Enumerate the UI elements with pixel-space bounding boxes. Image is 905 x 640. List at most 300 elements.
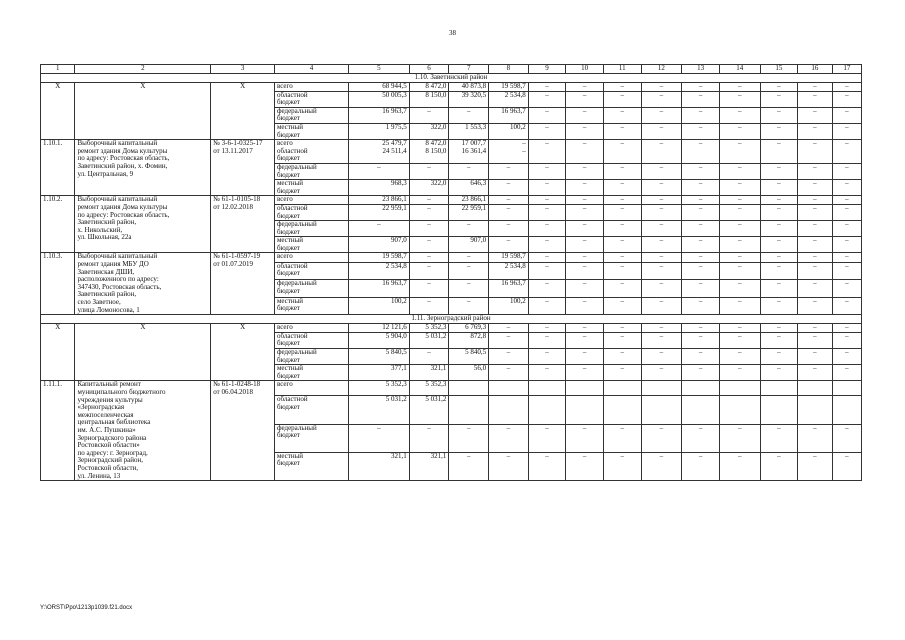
empty-year-cell: – xyxy=(528,365,566,381)
amount-value: – xyxy=(506,203,511,212)
empty-year-cell: – xyxy=(603,297,641,315)
amount-cell xyxy=(449,349,489,365)
amount-value: 2 534,8 xyxy=(504,90,526,99)
object-name-line: расположенного по адресу: xyxy=(77,275,159,284)
amount-cell xyxy=(349,253,410,262)
amount-cell xyxy=(449,332,489,348)
empty-year-cell: – xyxy=(760,349,798,365)
amount-cell xyxy=(409,396,449,424)
amount-value: 100,2 xyxy=(390,296,407,305)
amount-value: 5 352,3 xyxy=(425,323,447,332)
empty-year-cell: – xyxy=(682,204,720,220)
empty-year-cell: – xyxy=(528,196,566,205)
empty-year-cell: – xyxy=(832,83,861,92)
column-number-header: 17 xyxy=(832,65,861,74)
empty-year-cell: – xyxy=(832,237,861,253)
empty-year-cell: – xyxy=(641,140,682,164)
empty-year-cell: – xyxy=(760,91,798,107)
empty-year-cell: – xyxy=(760,107,798,123)
amount-value: – xyxy=(427,423,431,432)
amount-cell xyxy=(349,332,410,348)
amount-value: 8 150,0 xyxy=(425,90,447,99)
funding-source xyxy=(274,452,348,480)
amount-value: – xyxy=(506,162,511,171)
empty-year-cell: – xyxy=(832,123,861,139)
empty-year-cell: – xyxy=(682,452,720,480)
item-number: 1.11.1. xyxy=(41,381,75,481)
empty-year-cell: – xyxy=(798,163,832,179)
amount-cell xyxy=(489,332,529,348)
object-name xyxy=(75,83,211,140)
amount-cell xyxy=(349,297,410,315)
amount-value: 68 944,5 xyxy=(382,82,407,90)
amount-cell xyxy=(489,262,529,279)
amount-cell xyxy=(349,107,410,123)
empty-year-cell xyxy=(528,396,566,424)
amount-cell xyxy=(489,140,529,164)
funding-source-line: бюджет xyxy=(276,269,300,278)
amount-value: 5 352,3 xyxy=(385,380,407,389)
empty-year-cell: – xyxy=(641,262,682,279)
item-number: Х xyxy=(41,324,75,381)
project-document-line: № 61-1-0248-18 xyxy=(213,380,261,389)
empty-year-cell: – xyxy=(682,332,720,348)
object-name-line: Выборочный капитальный xyxy=(77,139,158,148)
empty-year-cell: – xyxy=(603,280,641,297)
empty-year-cell: – xyxy=(798,452,832,480)
object-name xyxy=(75,196,211,253)
empty-year-cell: – xyxy=(760,253,798,262)
empty-year-cell: – xyxy=(603,262,641,279)
funding-source-line: федеральный xyxy=(276,279,317,288)
funding-source-line: местный xyxy=(276,179,304,188)
amount-value: – xyxy=(377,220,381,229)
amount-cell xyxy=(449,140,489,164)
empty-year-cell: – xyxy=(566,365,604,381)
object-name-line: по адресу: Ростовская область, xyxy=(77,154,170,163)
amount-value: 16 361,4 xyxy=(461,146,487,155)
empty-year-cell: – xyxy=(603,349,641,365)
empty-year-cell: – xyxy=(641,253,682,262)
empty-year-cell: – xyxy=(603,163,641,179)
funding-source xyxy=(274,424,348,452)
funding-source-line: всего xyxy=(276,380,293,389)
funding-source-line: областной xyxy=(276,146,308,155)
empty-year-cell: – xyxy=(798,280,832,297)
amount-cell xyxy=(449,180,489,196)
empty-year-cell: – xyxy=(682,221,720,237)
empty-year-cell: – xyxy=(641,237,682,253)
funding-source-line: бюджет xyxy=(276,371,300,380)
funding-source-line: бюджет xyxy=(276,154,300,163)
empty-year-cell: – xyxy=(760,123,798,139)
empty-year-cell: – xyxy=(603,180,641,196)
column-number-header: 2 xyxy=(75,65,211,74)
amount-cell xyxy=(349,396,410,424)
project-document-line: от 01.07.2019 xyxy=(213,260,253,269)
amount-value: 5 031,2 xyxy=(425,331,447,340)
column-number-header: 1 xyxy=(41,65,75,74)
amount-value: 322,0 xyxy=(430,179,447,188)
amount-value: – xyxy=(466,296,471,305)
empty-year-cell: – xyxy=(682,349,720,365)
object-name-line: по адресу: г. Зерноград, xyxy=(77,448,148,457)
empty-year-cell: – xyxy=(566,163,604,179)
item-number: 1.10.3. xyxy=(41,253,75,315)
empty-year-cell: – xyxy=(719,91,760,107)
empty-year-cell: – xyxy=(641,365,682,381)
amount-cell xyxy=(449,396,489,424)
funding-source-line: бюджет xyxy=(276,186,300,195)
funding-source-line: областной xyxy=(276,203,308,212)
amount-cell xyxy=(409,452,449,480)
column-number-header: 13 xyxy=(682,65,720,74)
object-name xyxy=(75,140,211,196)
amount-cell xyxy=(409,253,449,262)
empty-year-cell: – xyxy=(832,140,861,164)
amount-cell xyxy=(449,204,489,220)
empty-year-cell: – xyxy=(641,107,682,123)
amount-value: – xyxy=(427,296,431,305)
column-number-header: 9 xyxy=(528,65,566,74)
amount-value: 322,0 xyxy=(430,122,447,131)
project-document-line: от 06.04.2018 xyxy=(213,387,253,396)
column-number-header: 16 xyxy=(798,65,832,74)
amount-value: 8 472,0 xyxy=(425,139,447,148)
empty-year-cell xyxy=(760,396,798,424)
amount-cell xyxy=(489,107,529,123)
amount-cell xyxy=(489,365,529,381)
file-path-footer: Y:\ORST\Ppo\1213p1039.f21.docx xyxy=(40,605,133,611)
amount-cell xyxy=(449,297,489,315)
amount-value: 16 963,7 xyxy=(501,106,526,115)
object-name-line: ремонт здания Дома культуры xyxy=(77,202,168,211)
amount-cell xyxy=(349,424,410,452)
object-name-line: Х xyxy=(140,323,146,332)
amount-cell xyxy=(489,280,529,297)
amount-value: – xyxy=(466,261,471,270)
empty-year-cell: – xyxy=(719,365,760,381)
empty-year-cell: – xyxy=(719,163,760,179)
object-name-line: центральная библиотека xyxy=(77,418,151,427)
empty-year-cell: – xyxy=(798,83,832,92)
project-document xyxy=(211,253,275,315)
amount-value: 8 150,0 xyxy=(425,146,447,155)
amount-value: 22 959,1 xyxy=(382,203,407,212)
empty-year-cell: – xyxy=(603,332,641,348)
empty-year-cell: – xyxy=(682,83,720,92)
empty-year-cell: – xyxy=(528,140,566,164)
empty-year-cell: – xyxy=(832,262,861,279)
amount-cell xyxy=(349,83,410,92)
object-name-line: муниципального бюджетного xyxy=(77,387,166,396)
amount-cell xyxy=(349,262,410,279)
empty-year-cell: – xyxy=(641,324,682,333)
amount-value: 646,3 xyxy=(470,179,487,188)
object-name-line: 347430, Ростовская область, xyxy=(77,282,162,291)
empty-year-cell xyxy=(603,381,641,396)
empty-year-cell: – xyxy=(719,237,760,253)
empty-year-cell xyxy=(719,381,760,396)
amount-cell xyxy=(349,123,410,139)
amount-value: – xyxy=(506,451,511,460)
object-name-line: учреждения культуры xyxy=(77,395,143,404)
amount-cell xyxy=(409,91,449,107)
amount-value: 12 121,6 xyxy=(382,323,407,332)
amount-value: – xyxy=(466,252,471,261)
object-name-line: «Зерноградская xyxy=(77,403,125,412)
amount-value: 321,1 xyxy=(390,451,407,460)
funding-source xyxy=(274,221,348,237)
column-number-header: 5 xyxy=(349,65,410,74)
amount-value: 24 511,4 xyxy=(382,146,407,155)
table-row xyxy=(41,253,862,262)
project-document-line: № 61-1-0597-19 xyxy=(213,252,261,261)
amount-cell xyxy=(449,253,489,262)
empty-year-cell xyxy=(641,396,682,424)
amount-value: 56,0 xyxy=(473,364,487,373)
column-number-header: 15 xyxy=(760,65,798,74)
empty-year-cell: – xyxy=(682,237,720,253)
amount-cell xyxy=(349,349,410,365)
empty-year-cell: – xyxy=(603,365,641,381)
funding-source xyxy=(274,396,348,424)
amount-value: 1 975,5 xyxy=(385,122,407,131)
empty-year-cell: – xyxy=(641,280,682,297)
amount-value: 19 598,7 xyxy=(501,82,526,90)
empty-year-cell: – xyxy=(641,349,682,365)
empty-year-cell: – xyxy=(603,83,641,92)
amount-cell xyxy=(489,349,529,365)
amount-value: 5 031,2 xyxy=(385,395,407,404)
empty-year-cell: – xyxy=(798,91,832,107)
column-number-header: 6 xyxy=(409,65,449,74)
amount-value: 321,1 xyxy=(430,451,447,460)
empty-year-cell: – xyxy=(760,83,798,92)
funding-source xyxy=(274,253,348,262)
empty-year-cell: – xyxy=(760,332,798,348)
empty-year-cell: – xyxy=(832,91,861,107)
empty-year-cell: – xyxy=(719,123,760,139)
empty-year-cell: – xyxy=(603,196,641,205)
amount-cell xyxy=(409,332,449,348)
empty-year-cell: – xyxy=(566,237,604,253)
column-number-header: 11 xyxy=(603,65,641,74)
amount-cell xyxy=(349,280,410,297)
empty-year-cell xyxy=(566,381,604,396)
amount-value: – xyxy=(506,331,511,340)
empty-year-cell: – xyxy=(760,180,798,196)
funding-source-line: всего xyxy=(276,82,293,90)
funding-source-line: бюджет xyxy=(276,355,300,364)
empty-year-cell: – xyxy=(641,204,682,220)
empty-year-cell: – xyxy=(528,204,566,220)
empty-year-cell: – xyxy=(832,280,861,297)
amount-cell xyxy=(409,221,449,237)
amount-cell xyxy=(349,365,410,381)
empty-year-cell: – xyxy=(798,204,832,220)
amount-value: 23 866,1 xyxy=(382,195,407,204)
amount-value: – xyxy=(427,261,431,270)
empty-year-cell: – xyxy=(760,297,798,315)
object-name-line: х. Никольский, xyxy=(77,225,123,234)
empty-year-cell: – xyxy=(832,452,861,480)
project-document-line: от 12.02.2018 xyxy=(213,202,253,211)
empty-year-cell: – xyxy=(760,196,798,205)
amount-value: – xyxy=(466,220,471,229)
empty-year-cell xyxy=(641,381,682,396)
table-row xyxy=(41,381,862,396)
funding-source-line: областной xyxy=(276,331,308,340)
funding-source-line: бюджет xyxy=(276,431,300,440)
funding-source-line: местный xyxy=(276,236,304,245)
amount-value: 907,0 xyxy=(390,236,407,245)
amount-cell xyxy=(449,221,489,237)
amount-value: 100,2 xyxy=(510,122,526,131)
empty-year-cell: – xyxy=(760,140,798,164)
object-name-line: Капитальный ремонт xyxy=(77,380,141,389)
empty-year-cell: – xyxy=(641,163,682,179)
amount-cell xyxy=(489,180,529,196)
amount-cell xyxy=(489,381,529,396)
amount-cell xyxy=(489,91,529,107)
empty-year-cell: – xyxy=(682,424,720,452)
amount-value: 25 479,7 xyxy=(382,139,407,148)
funding-source xyxy=(274,262,348,279)
amount-value: – xyxy=(522,146,526,155)
empty-year-cell: – xyxy=(760,280,798,297)
empty-year-cell: – xyxy=(719,452,760,480)
empty-year-cell xyxy=(682,381,720,396)
empty-year-cell: – xyxy=(528,324,566,333)
empty-year-cell: – xyxy=(566,262,604,279)
empty-year-cell: – xyxy=(603,324,641,333)
funding-source xyxy=(274,163,348,179)
item-number: Х xyxy=(41,83,75,140)
empty-year-cell: – xyxy=(641,332,682,348)
empty-year-cell: – xyxy=(798,349,832,365)
object-name xyxy=(75,381,211,481)
item-number: 1.10.1. xyxy=(41,140,75,196)
empty-year-cell: – xyxy=(528,163,566,179)
object-name-line: Х xyxy=(140,82,146,90)
empty-year-cell: – xyxy=(603,221,641,237)
amount-value: – xyxy=(377,162,381,171)
amount-value: – xyxy=(377,423,381,432)
empty-year-cell: – xyxy=(566,297,604,315)
object-name-line: Заветинский район, х. Фомин, xyxy=(77,161,168,170)
empty-year-cell: – xyxy=(566,280,604,297)
empty-year-cell: – xyxy=(719,140,760,164)
amount-value: – xyxy=(506,179,511,188)
amount-cell xyxy=(349,452,410,480)
empty-year-cell: – xyxy=(528,424,566,452)
empty-year-cell: – xyxy=(682,140,720,164)
column-number-header: 8 xyxy=(489,65,529,74)
empty-year-cell: – xyxy=(528,452,566,480)
empty-year-cell: – xyxy=(603,140,641,164)
column-number-header: 3 xyxy=(211,65,275,74)
object-name-line: Ростовской области» xyxy=(77,441,140,450)
project-document xyxy=(211,196,275,253)
amount-value: – xyxy=(427,106,431,115)
amount-cell xyxy=(409,365,449,381)
funding-source-line: областной xyxy=(276,395,308,404)
empty-year-cell: – xyxy=(832,221,861,237)
amount-value: – xyxy=(466,106,471,115)
funding-source xyxy=(274,349,348,365)
amount-value: 5 840,5 xyxy=(385,348,407,356)
funding-source-line: федеральный xyxy=(276,423,317,432)
amount-value: 19 598,7 xyxy=(501,252,526,261)
object-name xyxy=(75,253,211,315)
empty-year-cell: – xyxy=(566,452,604,480)
funding-source-line: федеральный xyxy=(276,162,317,171)
empty-year-cell: – xyxy=(760,163,798,179)
empty-year-cell xyxy=(832,396,861,424)
empty-year-cell: – xyxy=(798,107,832,123)
amount-value: 100,2 xyxy=(510,296,526,305)
amount-value: – xyxy=(427,203,431,212)
empty-year-cell: – xyxy=(528,297,566,315)
object-name-line: Ростовской области, xyxy=(77,463,138,472)
item-number: 1.10.2. xyxy=(41,196,75,253)
column-number-header: 7 xyxy=(449,65,489,74)
empty-year-cell: – xyxy=(760,365,798,381)
column-number-header: 4 xyxy=(274,65,348,74)
empty-year-cell: – xyxy=(832,332,861,348)
empty-year-cell xyxy=(798,381,832,396)
empty-year-cell: – xyxy=(760,324,798,333)
amount-value: – xyxy=(427,195,431,204)
empty-year-cell: – xyxy=(528,280,566,297)
empty-year-cell: – xyxy=(798,297,832,315)
empty-year-cell: – xyxy=(603,204,641,220)
funding-source xyxy=(274,280,348,297)
amount-value: – xyxy=(466,279,471,288)
amount-cell xyxy=(489,237,529,253)
amount-value: 5 840,5 xyxy=(465,348,487,356)
empty-year-cell: – xyxy=(528,107,566,123)
funding-source-line: местный xyxy=(276,296,304,305)
amount-cell xyxy=(409,204,449,220)
object-name-line: Заветинская ДШИ, xyxy=(77,267,135,276)
amount-value: – xyxy=(466,162,471,171)
funding-source-line: бюджет xyxy=(276,170,300,179)
amount-value: – xyxy=(506,423,511,432)
amount-cell xyxy=(409,123,449,139)
amount-cell xyxy=(349,140,410,164)
amount-value: – xyxy=(522,139,526,148)
empty-year-cell: – xyxy=(566,196,604,205)
amount-cell xyxy=(489,297,529,315)
page-number: 38 xyxy=(449,29,456,37)
empty-year-cell: – xyxy=(528,123,566,139)
project-document-line: № 61-1-0105-18 xyxy=(213,195,261,204)
amount-value: 321,1 xyxy=(430,364,447,373)
empty-year-cell: – xyxy=(798,196,832,205)
funding-source-line: федеральный xyxy=(276,106,317,115)
amount-value: 5 904,0 xyxy=(385,331,407,340)
amount-value: – xyxy=(506,323,511,332)
funding-source-line: федеральный xyxy=(276,348,317,356)
amount-cell xyxy=(409,349,449,365)
amount-cell xyxy=(449,365,489,381)
amount-value: 40 873,8 xyxy=(461,82,487,90)
amount-cell xyxy=(349,237,410,253)
amount-cell xyxy=(409,237,449,253)
amount-value: – xyxy=(427,220,431,229)
